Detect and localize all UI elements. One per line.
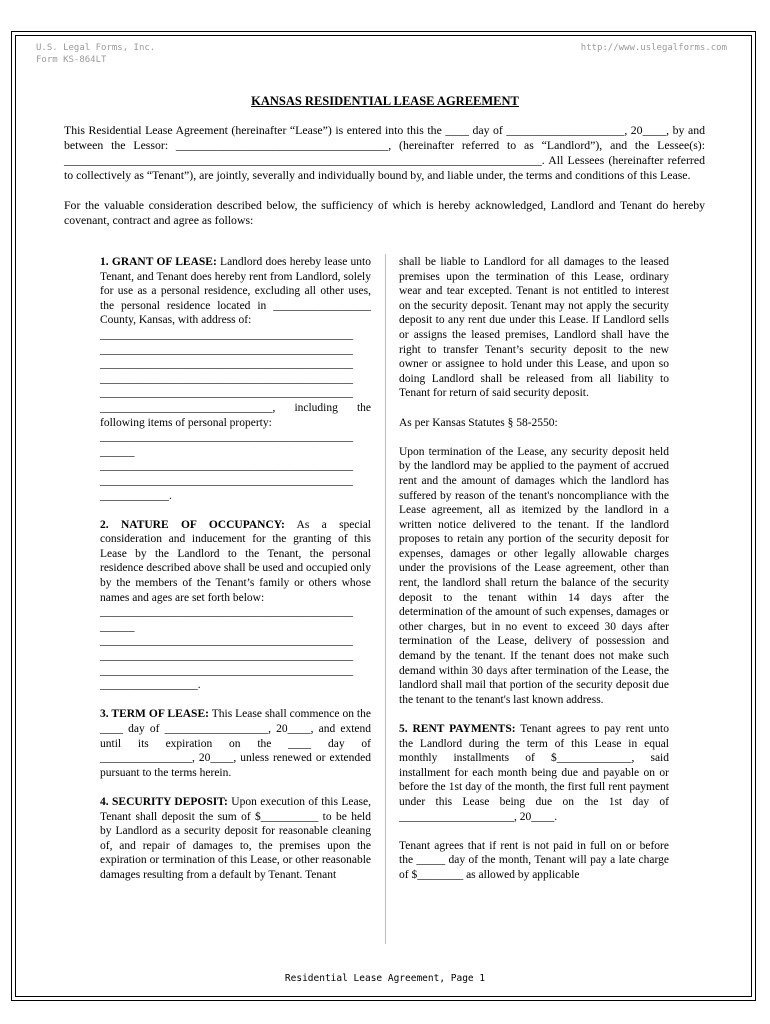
section-heading: 5. RENT PAYMENTS: [399,723,516,735]
section-term-of-lease [100,707,371,780]
section-grant-of-lease [100,255,371,328]
right-column [399,255,669,883]
section-text: As a special consideration and inducement for the granting of this Lease by the Landlord to the Tenant, the personal residence described above shall be used and occupied only by the members of the Tenant’s family or others whose names and ages are set forth below: [100,518,371,604]
column-divider [385,254,386,944]
section-text: Landlord does hereby lease unto Tenant, and Tenant does hereby rent from Landlord, solely for use as a personal residence, excluding all other uses, the personal residence located in _________________ County, Kansas, with address of: [100,256,371,327]
statute-text: Upon termination of the Lease, any security deposit held by the landlord may be applied to the payment of accrued rent and the amount of damages which the landlord has suffered by reason of the tenant's noncompliance with the Lease agreement, all as itemized by the landlord in a written notice delivered to the tenant. If the landlord proposes to retain any portion of the security deposit for expenses, damages or other legally allowable charges under the provisions of the Lease agreement, other than rent, the landlord shall return the balance of the security deposit to the tenant within 14 days after the determination of the amount of such expenses, damages or other charges, but in no event to exceed 30 days after termination of the Lease, delivery of possession and demand by the tenant. If the tenant does not make such demand within 30 days after termination of the Lease, the landlord shall mail that portion of the security deposit due the tenant to the tenant's last known address. [399,445,669,706]
security-deposit-continued: shall be liable to Landlord for all damages to the leased premises upon the termination of this Lease, ordinary wear and tear excepted. Tenant is not entitled to interest on the security deposit. Tenant may not apply the security deposit to any rent due under this Lease. If Landlord sells or assigns the leased premises, Landlord shall have the right to transfer Tenant’s security deposit to the new owner or assignee to hold under this Lease, and upon so doing Landlord shall be released from all liability to Tenant for return of said security deposit. [399,256,669,400]
section-text: Tenant agrees to pay rent unto the Landlord during the term of this Lease in equal monthly installments of $_____________, said installment for each month being due and payable on or before the 1st day of the month, the first full rent payment under this Lease being due on the 1st day of ____________________, 20____. [399,723,669,823]
intro-paragraph-consideration: For the valuable consideration described below, the sufficiency of which is hereby acknowledged, Landlord and Tenant do hereby covenant, contract and agree as follows: [64,198,705,227]
statute-reference: As per Kansas Statutes § 58-2550: [399,416,558,429]
address-blank-lines: ____________________________________________ ____________________________________________ ____________________________________________ ____________________________________________ ____________________________________________ [100,328,353,400]
section-heading: 1. GRANT OF LEASE: [100,256,217,268]
intro-paragraph-parties: This Residential Lease Agreement (hereinafter “Lease”) is entered into this the ____ day of ____________________, 20____, by and between the Lessor: ____________________________________, (hereinafter referred to as “Landlord”), and the Lessee(s): _________________________________________________________________________________. All Lessees (hereinafter referred to collectively as “Tenant”), are jointly, severally and individually bound by, and liable under, the terms and conditions of this Lease. [64,123,705,182]
section-heading: 3. TERM OF LEASE: [100,708,209,721]
late-charge-paragraph: Tenant agrees that if rent is not paid in full on or before the _____ day of the month, Tenant will pay a late charge of $________ as allowed by applicable [399,839,669,881]
document-title: KANSAS RESIDENTIAL LEASE AGREEMENT [251,94,519,108]
form-header-left [36,42,155,66]
section-security-deposit [100,795,371,883]
occupant-blank-lines: ____________________________________________ ______ ____________________________________________ ____________________________________________ ____________________________________________ _________________. [100,606,353,692]
company-name: U.S. Legal Forms, Inc. [36,43,156,53]
left-column [100,255,371,883]
section-nature-of-occupancy [100,518,371,606]
section-rent-payments [399,722,669,824]
section-text: This Lease shall commence on the ____ day of __________________, 20____, and extend until its expiration on the ____ day of ________________, 20____, unless renewed or extended pursuant to the terms herein. [100,708,371,779]
intro-section [64,123,705,228]
website-url[interactable]: http://www.uslegalforms.com [580,43,727,53]
page-footer: Residential Lease Agreement, Page 1 [284,973,486,984]
section-heading: 2. NATURE OF OCCUPANCY: [100,518,285,531]
personal-property-intro: ______________________________, including the following items of personal property: [100,401,371,429]
personal-property-blank-lines: ____________________________________________ ______ ____________________________________________ ____________________________________________ ____________. [100,431,353,502]
section-text: Upon execution of this Lease, Tenant shall deposit the sum of $__________ to be held by Landlord as a security deposit for reasonable cleaning of, and repair of damages to, the premises upon the expiration or termination of this Lease, or other reasonable damages resulting from a default by Tenant. Tenant [100,795,372,881]
section-heading: 4. SECURITY DEPOSIT: [100,795,228,808]
form-id: Form KS-864LT [36,55,107,65]
